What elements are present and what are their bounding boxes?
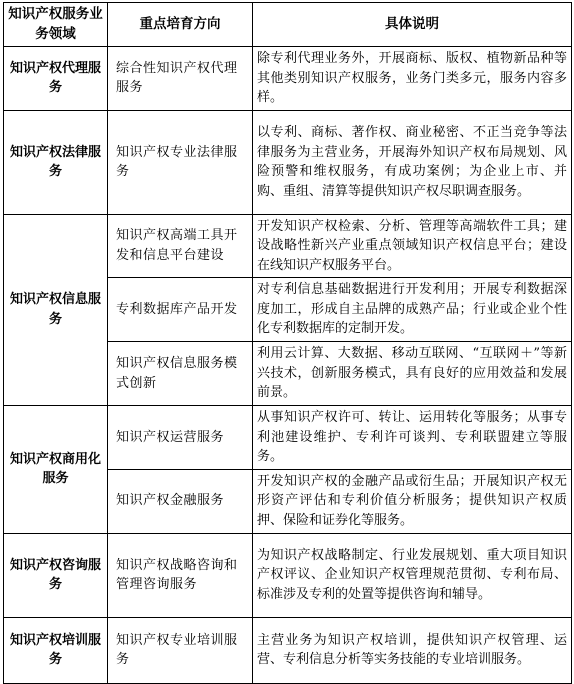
table-row [4, 214, 572, 278]
description-cell: 为知识产权战略制定、行业发展规划、重大项目知识产权评议、企业知识产权管理规范贯彻、专利布局、标准涉及专利的处置等提供咨询和辅导。 [253, 533, 572, 617]
table-row [4, 406, 572, 470]
description-cell: 开发知识产权检索、分析、管理等高端软件工具；建设战略性新兴产业重点领域知识产权信息平台；建设在线知识产权服务平台。 [253, 214, 572, 278]
direction-cell: 知识产权信息服务模式创新 [108, 342, 253, 406]
description-cell: 开发知识产权的金融产品或衍生品；开展知识产权无形资产评估和专利价值分析服务；提供知识产权质押、保险和证券化等服务。 [253, 469, 572, 533]
direction-cell: 综合性知识产权代理服务 [108, 47, 253, 111]
header-description: 具体说明 [253, 3, 572, 47]
domain-cell: 知识产权咨询服务 [4, 533, 108, 617]
description-cell: 主营业务为知识产权培训，提供知识产权管理、运营、专利信息分析等实务技能的专业培训服务。 [253, 617, 572, 683]
description-cell: 除专利代理业务外，开展商标、版权、植物新品种等其他类别知识产权服务，业务门类多元，服务内容多样。 [253, 47, 572, 111]
table-row [4, 533, 572, 617]
description-cell: 对专利信息基础数据进行开发利用；开展专利数据深度加工，形成自主品牌的成熟产品；行业或企业个性化专利数据库的定制开发。 [253, 278, 572, 342]
direction-cell: 知识产权金融服务 [108, 469, 253, 533]
direction-cell: 知识产权专业法律服务 [108, 110, 253, 214]
description-cell: 从事知识产权许可、转让、运用转化等服务；从事专利池建设维护、专利许可谈判、专利联盟建立等服务。 [253, 406, 572, 470]
direction-cell: 知识产权战略咨询和管理咨询服务 [108, 533, 253, 617]
direction-cell: 知识产权运营服务 [108, 406, 253, 470]
domain-cell: 知识产权法律服务 [4, 110, 108, 214]
header-direction: 重点培育方向 [108, 3, 253, 47]
description-cell: 利用云计算、大数据、移动互联网、“互联网＋”等新兴技术，创新服务模式，具有良好的应用效益和发展前景。 [253, 342, 572, 406]
header-domain: 知识产权服务业务领域 [4, 3, 108, 47]
domain-cell: 知识产权代理服务 [4, 47, 108, 111]
table-row [4, 110, 572, 214]
description-cell: 以专利、商标、著作权、商业秘密、不正当竞争等法律服务为主营业务，开展海外知识产权布局规划、风险预警和维权服务，有成功案例；为企业上市、并购、重组、清算等提供知识产权尽职调查服务。 [253, 110, 572, 214]
direction-cell: 知识产权高端工具开发和信息平台建设 [108, 214, 253, 278]
domain-cell: 知识产权信息服务 [4, 214, 108, 406]
domain-cell: 知识产权培训服务 [4, 617, 108, 683]
direction-cell: 专利数据库产品开发 [108, 278, 253, 342]
ip-services-table [3, 2, 572, 684]
header-row [4, 3, 572, 47]
domain-cell: 知识产权商用化服务 [4, 406, 108, 534]
direction-cell: 知识产权专业培训服务 [108, 617, 253, 683]
table-row [4, 617, 572, 683]
table-row [4, 47, 572, 111]
